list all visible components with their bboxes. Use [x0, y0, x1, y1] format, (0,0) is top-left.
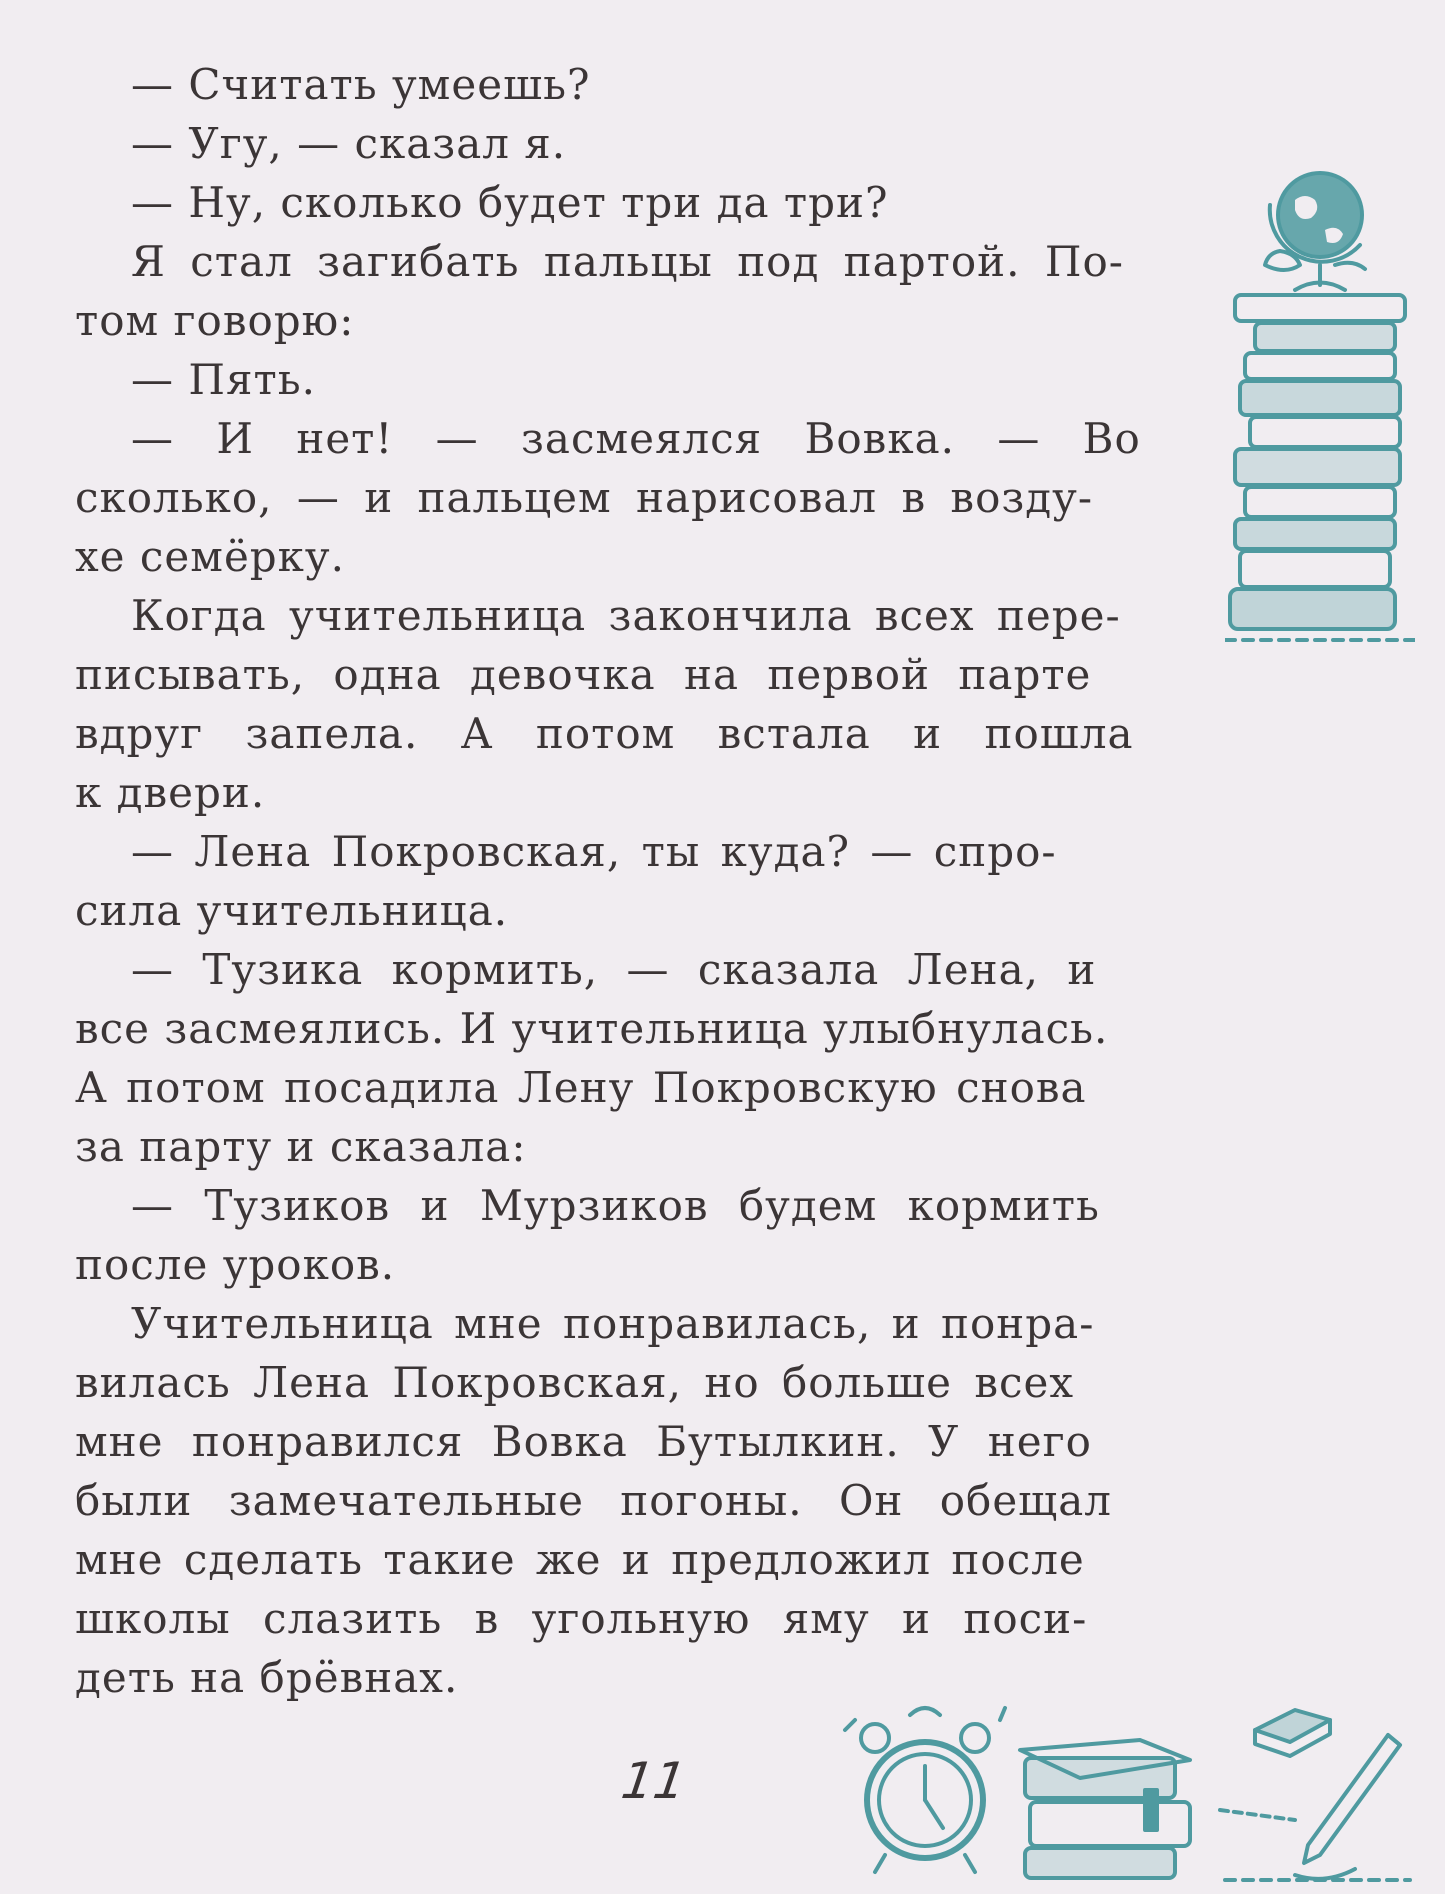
text-line: деть на брёвнах. [75, 1653, 459, 1702]
text-line: — Тузиков и Мурзиков будем кормить [131, 1181, 1100, 1230]
book-stack-illustration [1225, 170, 1415, 660]
text-line: вдруг запела. А потом встала и пошла [75, 709, 1134, 758]
text-line: — Лена Покровская, ты куда? — спро- [131, 827, 1057, 876]
text-line: — Тузика кормить, — сказала Лена, и [131, 945, 1097, 994]
text-line: хе семёрку. [75, 532, 345, 581]
text-line: Учительница мне понравилась, и понра- [131, 1299, 1095, 1348]
alarm-clock-icon [845, 1708, 1005, 1872]
books-icon [1020, 1740, 1190, 1878]
text-line: мне понравился Вовка Бутылкин. У него [75, 1417, 1092, 1466]
books-stack-icon [1225, 295, 1415, 640]
text-line: за парту и сказала: [75, 1122, 527, 1171]
text-line: — Считать умеешь? [131, 60, 591, 109]
text-line: — Пять. [131, 355, 316, 404]
text-line: — Ну, сколько будет три да три? [131, 178, 889, 227]
text-line: том говорю: [75, 296, 355, 345]
text-line: сколько, — и пальцем нарисовал в возду- [75, 473, 1094, 522]
text-line: после уроков. [75, 1240, 396, 1289]
text-line: вилась Лена Покровская, но больше всех [75, 1358, 1075, 1407]
eraser-icon [1255, 1710, 1330, 1756]
text-line: Я стал загибать пальцы под партой. По- [131, 237, 1124, 286]
text-line: Когда учительница закончила всех пере- [131, 591, 1121, 640]
text-line: сила учительница. [75, 886, 509, 935]
text-line: мне сделать такие же и предложил после [75, 1535, 1085, 1584]
text-line: писывать, одна девочка на первой парте [75, 650, 1092, 699]
desk-items-illustration [825, 1690, 1415, 1890]
text-line: были замечательные погоны. Он обещал [75, 1476, 1112, 1525]
text-line: все засмеялись. И учительница улыбнулась. [75, 1004, 1109, 1053]
pencil-icon [1220, 1735, 1410, 1880]
globe-icon [1265, 173, 1365, 290]
page-number: 11 [617, 1752, 690, 1810]
text-line: — Угу, — сказал я. [131, 119, 567, 168]
text-line: — И нет! — засмеялся Вовка. — Во [131, 414, 1141, 463]
text-line: школы слазить в угольную яму и поси- [75, 1594, 1088, 1643]
text-line: к двери. [75, 768, 266, 817]
text-line: А потом посадила Лену Покровскую снова [75, 1063, 1087, 1112]
